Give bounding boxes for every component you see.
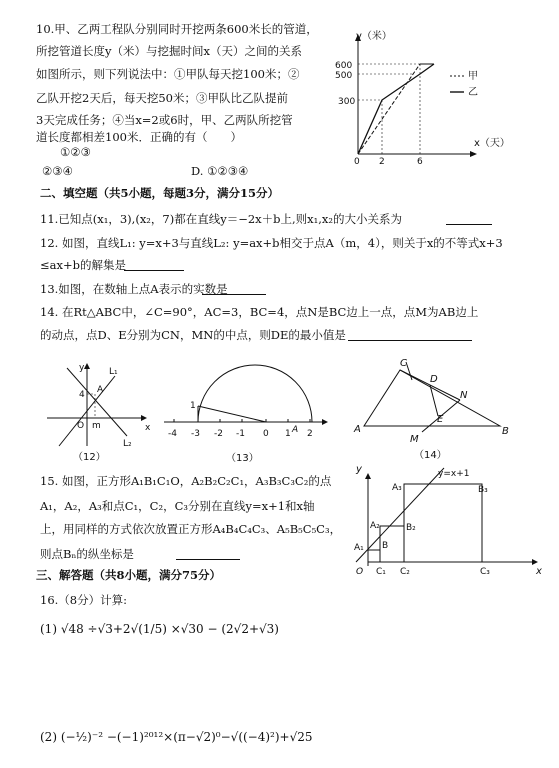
fig12-label-m: m: [92, 421, 101, 431]
q15-line-3: 上，用同样的方式依次放置正方形A₄B₄C₄C₃、A₅B₅C₅C₃，: [40, 522, 342, 536]
q15-label-c1: C₁: [376, 567, 386, 577]
q10-xtick-0: 0: [354, 157, 360, 167]
q10-line-yi: [358, 64, 434, 154]
fig13-tick-m1: -1: [236, 429, 245, 439]
q15-label-a1: A₁: [354, 543, 364, 553]
q12-line-1: 12. 如图，直线L₁: y=x+3与直线L₂: y=ax+b相交于点A（m，4），则关于x的不等式x+3: [40, 236, 503, 250]
fig13-tick-m2: -2: [214, 429, 223, 439]
fig12-caption: （12）: [73, 452, 106, 463]
q10-legend-jia: 甲: [468, 71, 478, 82]
fig14-segment-de: [430, 385, 438, 416]
q10-xtick-6: 6: [417, 157, 423, 167]
fig14-caption: （14）: [414, 450, 447, 461]
q15-line-4: 则点Bₙ的纵坐标是: [40, 547, 134, 561]
fig13-tick-m3: -3: [191, 429, 200, 439]
q15-y-arrow-icon: [365, 473, 371, 479]
fig14-label-n: N: [460, 390, 468, 401]
fig12-label-a: A: [97, 385, 104, 395]
fig12-x-arrow-icon: [141, 415, 147, 421]
q15-label-o: O: [356, 567, 364, 577]
q10-y-label: y（米）: [356, 31, 392, 42]
q15-figure: [340, 462, 545, 577]
q15-label-c3: C₃: [480, 567, 490, 577]
fig12-label-4: 4: [79, 390, 85, 400]
q10-line-6: 道长度都相差100米．正确的有（ ）: [36, 130, 242, 144]
fig14-label-d: D: [430, 374, 438, 385]
fig13-label-1: 1: [190, 401, 196, 411]
q11-text: 11.已知点(x₁，3),(x₂，7)都在直线y＝−2x＋b上,则x₁,x₂的大小关系为: [40, 212, 403, 226]
fig13-tick-m4: -4: [168, 429, 177, 439]
q15-label-x: x: [536, 566, 542, 577]
fig12-label-l1: L₁: [109, 367, 118, 377]
fig14-label-e: E: [437, 414, 444, 425]
q13-answer-blank[interactable]: [202, 294, 266, 295]
q15-label-b3: B₃: [478, 485, 488, 495]
q15-label-b2: B₂: [406, 523, 416, 533]
q14-line-1: 14. 在Rt△ABC中，∠C=90°，AC=3，BC=4，点N是BC边上一点，点M为AB边上: [40, 305, 479, 319]
q16-part-1: (1) √48 ÷√3+2√(1/5) ×√30 − (2√2+√3): [40, 622, 279, 636]
q15-label-line: y=x+1: [438, 469, 470, 479]
q10-graph: [330, 28, 545, 167]
q10-line-1: 10.甲、乙两工程队分别同时开挖两条600米长的管道，: [36, 22, 318, 36]
q15-line-2: A₁，A₂，A₃和点C₁，C₂，C₃分别在直线y=x+1和x轴: [40, 499, 315, 513]
q12-line-2: ≤ax+b的解集是: [40, 258, 126, 272]
fig13-hypotenuse: [198, 406, 266, 422]
fig13-caption: （13）: [226, 453, 259, 464]
q10-ytick-600: 600: [335, 61, 353, 71]
q10-x-label: x（天）: [474, 138, 510, 149]
section-2-title: 二、填空题（共5小题，每题3分，满分15分）: [40, 186, 280, 200]
q10-xtick-2: 2: [379, 157, 385, 167]
fig12-x-label: x: [145, 423, 151, 433]
q15-label-y: y: [356, 464, 362, 475]
q12-answer-blank[interactable]: [124, 270, 184, 271]
q10-option-d: D. ①②③④: [191, 164, 249, 178]
q15-x-arrow-icon: [532, 559, 538, 565]
fig14-label-a: A: [354, 424, 361, 435]
fig13-label-a: A: [292, 425, 299, 435]
q10-ytick-500: 500: [335, 71, 353, 81]
q15-label-a3: A₃: [392, 483, 402, 493]
q15-label-b: B: [382, 541, 389, 551]
q15-label-a2: A₂: [370, 521, 380, 531]
q10-legend-yi: 乙: [468, 87, 478, 98]
figure-13: [160, 366, 340, 466]
q10-line-5: 3天完成任务；④当x=2或6时，甲、乙两队所挖管: [36, 113, 293, 127]
section-3-title: 三、解答题（共8小题，满分75分）: [36, 568, 222, 582]
q16-part-2: (2) (−½)⁻² −(−1)²⁰¹²×(π−√2)⁰−√((−4)²)+√25: [40, 730, 313, 744]
q16-intro: 16.（8分）计算:: [40, 593, 127, 607]
fig12-label-o: O: [77, 421, 85, 431]
q10-line-4: 乙队开挖2天后，每天挖50米；③甲队比乙队提前: [36, 91, 288, 105]
fig13-arrow-icon: [322, 419, 328, 425]
fig12-label-l2: L₂: [123, 439, 132, 449]
q14-line-2: 的动点，点D、E分别为CN，MN的中点，则DE的最小值是: [40, 328, 346, 342]
fig13-tick-0: 0: [263, 429, 269, 439]
q10-option-a: ①②③: [60, 145, 91, 159]
q10-x-arrow-icon: [470, 151, 477, 157]
q10-option-b: ②③④: [42, 164, 73, 178]
fig12-y-arrow-icon: [84, 363, 90, 369]
q10-line-3: 如图所示，则下列说法中：①甲队每天挖100米；②: [36, 67, 300, 81]
fig14-label-m: M: [410, 434, 419, 445]
figure-12: [45, 360, 155, 465]
q15-label-c2: C₂: [400, 567, 410, 577]
fig13-arc: [198, 365, 312, 422]
fig14-label-c: C: [400, 358, 407, 369]
fig13-tick-1: 1: [285, 429, 291, 439]
q10-line-2: 所挖管道长度y（米）与挖掘时间x（天）之间的关系: [36, 44, 302, 58]
q13-text: 13.如图，在数轴上点A表示的实数是: [40, 282, 228, 296]
fig13-tick-2: 2: [307, 429, 313, 439]
q10-ytick-300: 300: [338, 97, 356, 107]
fig12-y-label: y: [79, 363, 85, 373]
q15-line-1: 15. 如图，正方形A₁B₁C₁O，A₂B₂C₂C₁，A₃B₃C₃C₂的点: [40, 474, 332, 488]
q11-answer-blank[interactable]: [446, 224, 492, 225]
q14-answer-blank[interactable]: [348, 340, 472, 341]
fig14-label-b: B: [502, 426, 509, 437]
q15-square-1: [368, 550, 380, 562]
figure-14: [350, 354, 520, 464]
q15-answer-blank[interactable]: [176, 559, 240, 560]
q10-line-jia: [358, 64, 420, 154]
